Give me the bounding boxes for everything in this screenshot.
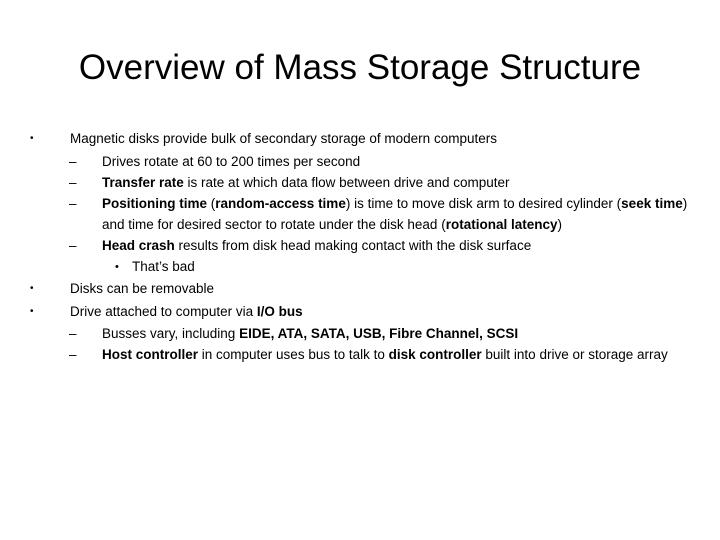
bullet-removable	[30, 278, 690, 301]
text-segment: (	[207, 195, 216, 211]
term-rotational-latency: rotational latency	[445, 216, 558, 232]
text-segment: ) is time to move disk arm to desired cylinder (	[345, 195, 622, 211]
sub-bullet-positioning-time	[30, 193, 690, 235]
sub-bullet-text	[102, 172, 690, 193]
term-bus-types: EIDE, ATA, SATA, USB, Fibre Channel, SCSI	[239, 326, 519, 341]
dash-marker: –	[69, 237, 77, 253]
term-io-bus: I/O bus	[256, 303, 303, 319]
term-host-controller: Host controller	[102, 347, 199, 362]
dash-marker: –	[69, 326, 77, 341]
text-segment: ) and time for desired sector to rotate under the disk head (	[102, 195, 688, 232]
dash-marker: –	[69, 153, 77, 169]
sub-sub-bullet-text: That’s bad	[132, 258, 195, 274]
term-transfer-rate: Transfer rate	[102, 174, 184, 190]
sub-sub-bullet-thats-bad	[30, 256, 690, 279]
sub-bullet-text	[102, 323, 690, 344]
sub-bullet-host-controller	[30, 344, 690, 365]
text-segment: built into drive or storage array	[481, 347, 668, 362]
bullet-marker: •	[30, 305, 34, 317]
bullet-text: Magnetic disks provide bulk of secondary storage of modern computers	[70, 131, 497, 146]
dash-marker: –	[69, 195, 77, 211]
text-segment: )	[557, 216, 562, 232]
sub-bullet-text: Drives rotate at 60 to 200 times per second	[102, 153, 361, 169]
term-seek-time: seek time	[621, 195, 683, 211]
text-segment: in computer uses bus to talk to	[198, 347, 389, 362]
dash-marker: –	[69, 174, 77, 190]
sub-bullet-transfer-rate	[30, 172, 690, 193]
bullet-marker: •	[30, 283, 34, 294]
sub-bullet-text	[102, 235, 690, 256]
sub-bullet-busses	[30, 323, 690, 344]
text-segment: Drive attached to computer via	[70, 303, 257, 319]
slide-body	[30, 128, 690, 365]
sub-bullet-rotate	[30, 151, 690, 172]
text-segment: results from disk head making contact with the disk surface	[174, 237, 532, 253]
dash-marker: –	[69, 347, 77, 362]
bullet-marker: •	[30, 133, 34, 144]
term-disk-controller: disk controller	[388, 347, 482, 362]
bullet-text: Disks can be removable	[70, 281, 215, 296]
bullet-magnetic-disks	[30, 128, 690, 151]
slide-title: Overview of Mass Storage Structure	[78, 48, 642, 87]
term-random-access-time: random-access time	[215, 195, 346, 211]
bullet-marker: •	[115, 260, 119, 273]
sub-bullet-text	[102, 344, 690, 365]
sub-bullet-text	[102, 193, 690, 235]
text-segment: is rate at which data flow between drive and computer	[183, 174, 510, 190]
bullet-text	[70, 301, 690, 324]
bullet-io-bus	[30, 301, 690, 324]
term-head-crash: Head crash	[102, 237, 175, 253]
sub-bullet-head-crash	[30, 235, 690, 256]
text-segment: Busses vary, including	[102, 326, 240, 341]
term-positioning-time: Positioning time	[102, 195, 208, 211]
